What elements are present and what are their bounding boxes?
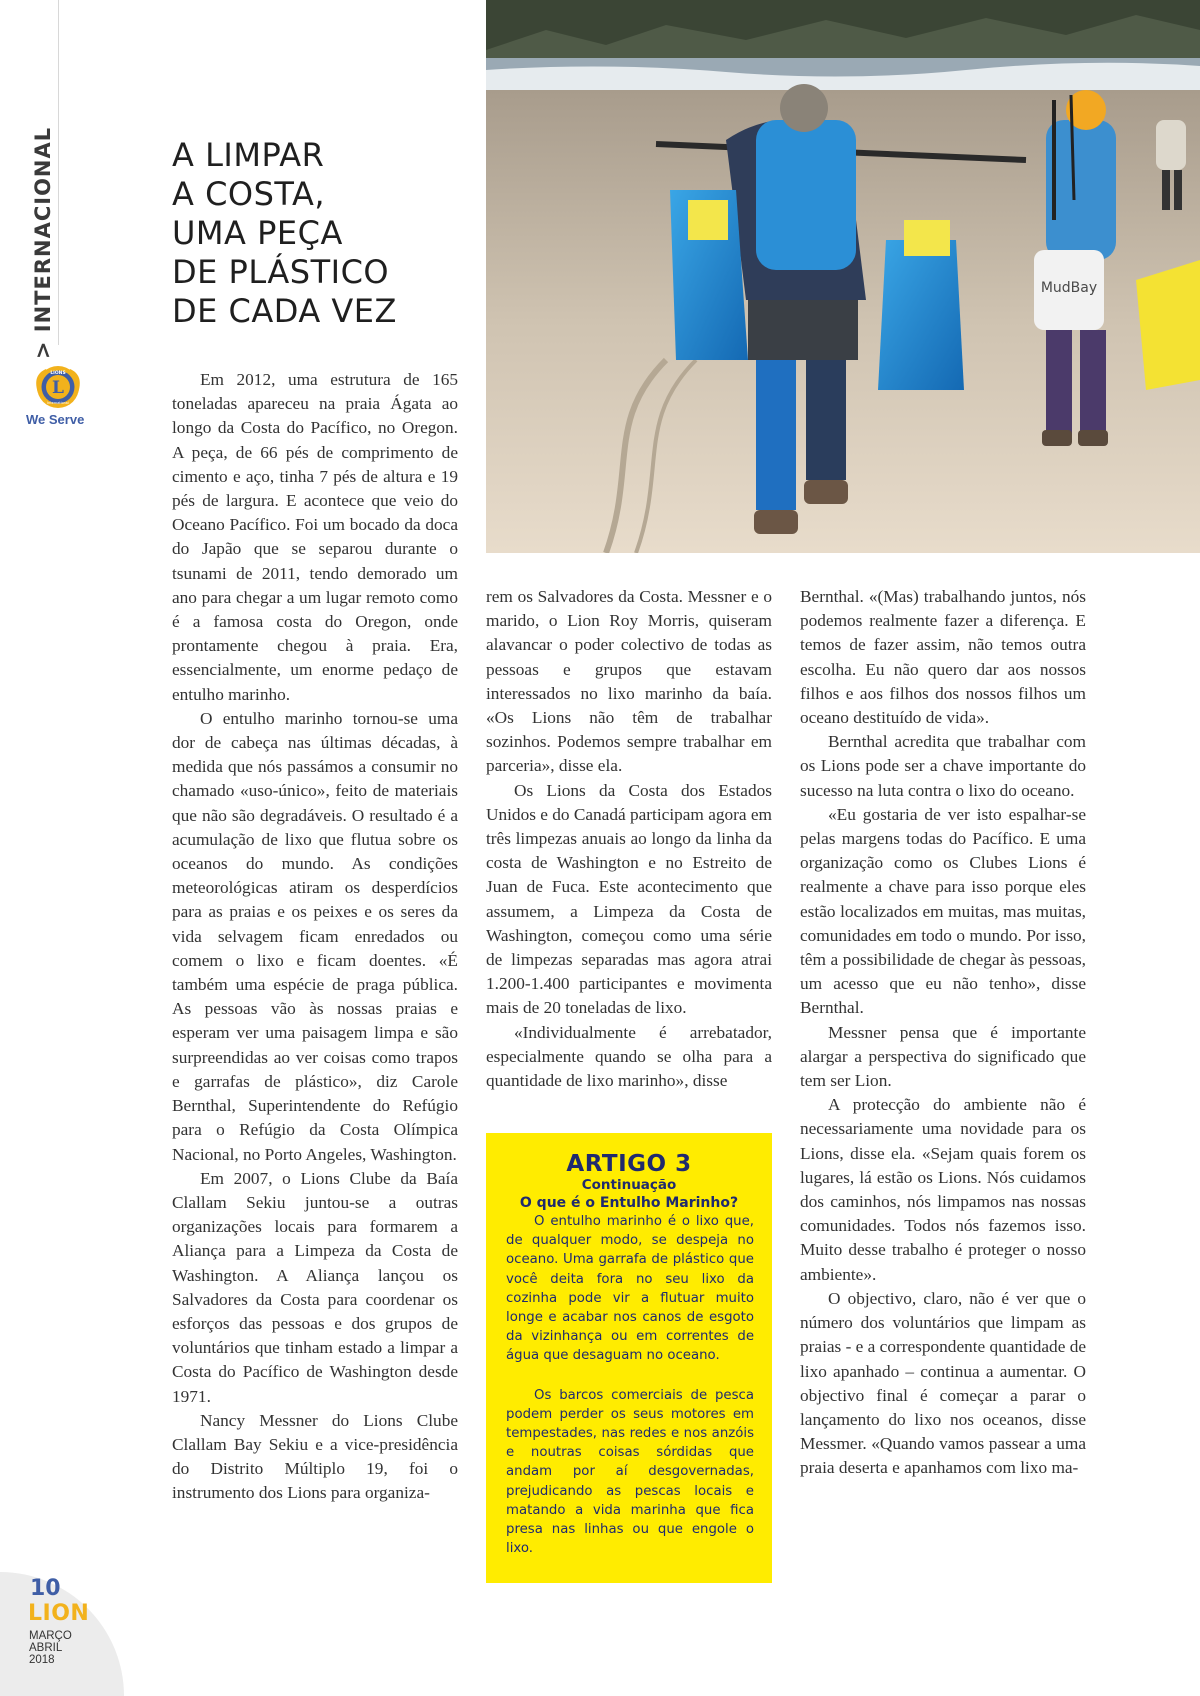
paragraph: Em 2007, o Lions Clube da Baía Clallam Sekiu juntou-se a outras organizações locais para formarem a Aliança para a Limpeza da Costa de Washington. A Aliança lançou os Salvadores da Costa para coordenar os esforços das pessoas e dos grupos de voluntários que tinham estado a limpar a Costa do Pacífico de Washington desde 1971. [172,1168,458,1406]
section-label-text: > INTERNACIONAL [31,126,55,359]
sidebar-heading: ARTIGO 3 [566,1151,692,1177]
we-serve-slogan: We Serve [26,412,85,427]
paragraph: Bernthal acredita que trabalhar com os Lions pode ser a chave importante do sucesso na luta contra o lixo do oceano. [800,732,1086,800]
section-label [28,126,58,359]
paragraph: A protecção do ambiente não é necessariamente uma novidade para os Lions, disse ela. «Sejam quais forem os lugares, lá estão os Lions. Nós cuidamos dos caminhos, nós limpamos nas nossas comunidades. Todos nós fazemos isso. Muito desse trabalho é proteger o nosso ambiente». [800,1095,1086,1284]
sidebar-question: O que é o Entulho Marinho? [519,1195,739,1211]
svg-text:L: L [52,378,64,398]
sidebar-paragraph: Os barcos comerciais de pesca podem perder os seus motores em tempestades, nas redes e nos anzóis e noutras coisas sórdidas que andam por aí desgovernadas, prejudicando as pescas locais e matando a vida marinha que fica presa nas linhas ou que engole o lixo. [506,1387,754,1557]
magazine-name: LION [28,1601,90,1626]
title-line: UMA PEÇA [172,214,343,252]
issue-month-2: ABRIL [29,1642,63,1654]
logo-ring-bottom: International [47,401,69,405]
title-line: DE CADA VEZ [172,292,397,330]
sidebar-paragraph: O entulho marinho é o lixo que, de qualquer modo, se despeja no oceano. Uma garrafa de plástico que você deita fora no seu lixo da cozinha pode vir a flutuar muito longe e acabar nos canos de esgoto da vizinhança ou em correntes de água que desaguam no oceano. [506,1214,754,1364]
issue-month-1: MARÇO [29,1630,72,1642]
article-column-3 [800,585,1086,1481]
title-line: A LIMPAR [172,136,325,174]
paragraph: «Individualmente é arrebatador, especialmente quando se olha para a quantidade de lixo marinho», disse [486,1022,772,1091]
sidebar-body [506,1212,754,1558]
bag-print: MudBay [1040,280,1098,296]
paragraph: Messner pensa que é importante alargar a perspectiva do significado que tem ser Lion. [800,1022,1086,1091]
lions-logo [26,363,94,427]
paragraph: Em 2012, uma estrutura de 165 toneladas apareceu na praia Ágata ao longo da Costa do Pacífico, no Oregon. A peça, de 66 pés de comprimento de cimento e aço, tinha 7 pés de altura e 19 pés de largura. E acontece que veio do Oceano Pacífico. Foi um bocado da doca do Japão que se separou durante o tsunami de 2011, tendo demorado um ano para chegar a um lugar remoto como é a famosa costa do Oregon, onde prontamente chegou à praia. Era, essencialmente, um enorme pedaço de entulho marinho. [172,370,458,704]
paragraph: «Eu gostaria de ver isto espalhar-se pelas margens todas do Pacífico. E uma organização como os Clubes Lions é realmente a chave para isso porque eles estão localizados em muitas, mas muitas, comunidades em todo o mundo. Por isso, têm a possibilidade de chegar às pessoas, um acesso que eu não tenho», disse Bernthal. [800,804,1086,1018]
issue-year: 2018 [29,1654,55,1666]
photo-illustration [486,0,1200,553]
paragraph: O objectivo, claro, não é ver que o número dos voluntários que limpam as praias - e a correspondente quantidade de lixo apanhado – continua a aumentar. O objectivo final é começar a parar o lançamento do lixo nos oceanos, disse Messmer. «Quando vamos passear a uma praia deserta e apanhamos com lixo ma- [800,1288,1086,1478]
paragraph: Bernthal. «(Mas) trabalhando juntos, nós podemos realmente fazer a diferença. E temos de fazer assim, não temos outra escolha. Eu não quero dar aos nossos filhos e aos filhos dos nossos filhos um oceano destituído de vida». [800,587,1086,728]
sidebar-box [486,1133,772,1583]
article-title [172,136,472,331]
paragraph: Os Lions da Costa dos Estados Unidos e do Canadá participam agora em três limpezas anuais ao longo da linha da costa de Washington e no Estreito de Juan de Fuca. Este acontecimento que assumem, a Limpeza da Costa de Washington, começou como uma série de limpezas separadas mas agora atrai 1.200-1.400 participantes e movimenta mais de 20 toneladas de lixo. [486,780,773,1018]
logo-ring-text: LIONS [50,371,66,376]
beach-cleanup-photo [486,0,1200,553]
paragraph: Nancy Messner do Lions Clube Clallam Bay Sekiu e a vice-presidência do Distrito Múltiplo 19, foi o instrumento dos Lions para organiza- [172,1410,458,1503]
article-column-1 [172,368,458,1506]
sidebar-subheading: Continuação [581,1177,677,1193]
issue-date [29,1630,72,1666]
article-column-2 [486,585,772,1093]
page-number: 10 [30,1576,61,1601]
paragraph: rem os Salvadores da Costa. Messner e o marido, o Lion Roy Morris, quiseram alavancar o poder colectivo de todas as pessoas e grupos que estavam interessados no lixo marinho da baía. «Os Lions não têm de trabalhar sozinhos. Podemos sempre trabalhar em parceria», disse ela. [486,587,772,776]
lions-emblem-icon [28,363,88,413]
title-line: A COSTA, [172,175,326,213]
rail-divider [58,0,59,345]
title-line: DE PLÁSTICO [172,253,390,291]
paragraph: O entulho marinho tornou-se uma dor de cabeça nas últimas décadas, à medida que nós passámos a consumir no chamado «uso-único», feito de materiais que não são degradáveis. O resultado é a acumulação de lixo que flutua sobre os oceanos do mundo. As condições meteorológicas atiram os desperdícios para as praias e os peixes e os seres da vida selvagem ficam enredados ou comem o lixo e ficam doentes. «É também uma espécie de praga pública. As pessoas vão às nossas praias e esperam ver uma paisagem limpa e são surpreendidas ao ver coisas como trapos e garrafas de plástico», diz Carole Bernthal, Superintendente do Refúgio para o Refúgio da Costa Olímpica Nacional, no Porto Angeles, Washington. [172,708,458,1164]
